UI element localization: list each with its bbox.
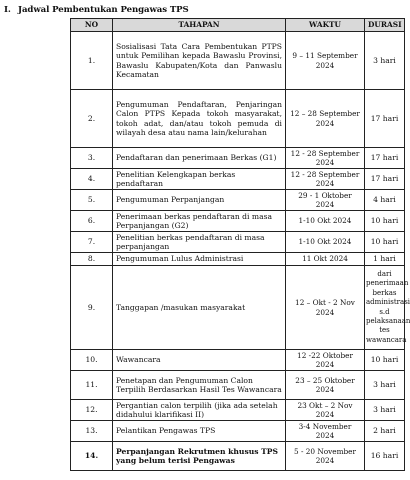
section-title: Jadwal Pembentukan Pengawas TPS — [18, 5, 189, 15]
row-durasi: 1 hari — [365, 253, 405, 266]
row-waktu: 12 – 28 September 2024 — [286, 90, 365, 148]
table-row — [71, 190, 405, 211]
table-row — [71, 169, 405, 190]
table-row — [71, 148, 405, 169]
row-tahapan: Pendaftaran dan penerimaan Berkas (G1) — [113, 148, 286, 169]
row-tahapan: Tanggapan /masukan masyarakat — [113, 266, 286, 350]
row-tahapan: Pergantian calon terpilih (jika ada setelah didahului klarifikasi II) — [113, 400, 286, 421]
row-durasi: 3 hari — [365, 371, 405, 400]
table-header-row — [71, 19, 405, 32]
row-no: 7. — [71, 232, 113, 253]
row-waktu: 1-10 Okt 2024 — [286, 211, 365, 232]
section-number: I. — [4, 5, 11, 15]
row-tahapan: Penelitian Kelengkapan berkas pendaftaran — [113, 169, 286, 190]
row-durasi: 2 hari — [365, 421, 405, 442]
header-no: NO — [71, 19, 113, 32]
row-waktu: 12 - 28 September 2024 — [286, 148, 365, 169]
row-tahapan: Penelitian berkas pendaftaran di masa perpanjangan — [113, 232, 286, 253]
table-row — [71, 253, 405, 266]
row-no: 13. — [71, 421, 113, 442]
row-durasi: 17 hari — [365, 148, 405, 169]
row-tahapan: Sosialisasi Tata Cara Pembentukan PTPS untuk Pemilihan kepada Bawaslu Provinsi, Bawaslu Kabupaten/Kota dan Panwaslu Kecamatan — [113, 32, 286, 90]
row-no: 3. — [71, 148, 113, 169]
row-tahapan: Penetapan dan Pengumuman Calon Terpilih Berdasarkan Hasil Tes Wawancara — [113, 371, 286, 400]
row-no: 8. — [71, 253, 113, 266]
row-durasi: 17 hari — [365, 169, 405, 190]
row-no: 9. — [71, 266, 113, 350]
row-waktu: 12 - 28 September 2024 — [286, 169, 365, 190]
row-waktu: 5 - 20 November 2024 — [286, 442, 365, 471]
row-no: 1. — [71, 32, 113, 90]
row-durasi: 4 hari — [365, 190, 405, 211]
header-durasi: DURASI — [365, 19, 405, 32]
row-tahapan: Penerimaan berkas pendaftaran di masa Perpanjangan (G2) — [113, 211, 286, 232]
row-no: 5. — [71, 190, 113, 211]
row-tahapan: Pengumuman Perpanjangan — [113, 190, 286, 211]
row-durasi: dari penerimaan berkas administrasi s.d pelaksanaan tes wawancara — [365, 266, 405, 350]
header-waktu: WAKTU — [286, 19, 365, 32]
table-row — [71, 371, 405, 400]
row-waktu: 23 – 25 Oktober 2024 — [286, 371, 365, 400]
row-no: 4. — [71, 169, 113, 190]
row-waktu: 12 – Okt - 2 Nov 2024 — [286, 266, 365, 350]
table-row — [71, 350, 405, 371]
schedule-table — [70, 18, 410, 471]
table-row — [71, 400, 405, 421]
row-no: 11. — [71, 371, 113, 400]
row-durasi: 16 hari — [365, 442, 405, 471]
row-no: 2. — [71, 90, 113, 148]
table-row — [71, 232, 405, 253]
row-no: 12. — [71, 400, 113, 421]
row-waktu: 11 Okt 2024 — [286, 253, 365, 266]
row-waktu: 1-10 Okt 2024 — [286, 232, 365, 253]
row-no: 10. — [71, 350, 113, 371]
row-tahapan: Wawancara — [113, 350, 286, 371]
row-durasi: 3 hari — [365, 400, 405, 421]
row-no: 14. — [71, 442, 113, 471]
row-waktu: 12 -22 Oktober 2024 — [286, 350, 365, 371]
row-tahapan: Pengumuman Pendaftaran, Penjaringan Calon PTPS Kepada tokoh masyarakat, tokoh adat, dan/atau tokoh pemuda di wilayah desa atau nama lain/kelurahan — [113, 90, 286, 148]
row-tahapan: Perpanjangan Rekrutmen khusus TPS yang belum terisi Pengawas — [113, 442, 286, 471]
row-waktu: 29 - 1 Oktober 2024 — [286, 190, 365, 211]
table-row — [71, 211, 405, 232]
row-durasi: 10 hari — [365, 350, 405, 371]
table-row — [71, 421, 405, 442]
row-durasi: 3 hari — [365, 32, 405, 90]
section-heading — [4, 5, 189, 15]
row-durasi: 10 hari — [365, 232, 405, 253]
table-row — [71, 442, 405, 471]
row-no: 6. — [71, 211, 113, 232]
row-waktu: 9 – 11 September 2024 — [286, 32, 365, 90]
row-tahapan: Pengumuman Lulus Administrasi — [113, 253, 286, 266]
table-row — [71, 32, 405, 90]
row-waktu: 3-4 November 2024 — [286, 421, 365, 442]
row-tahapan: Pelantikan Pengawas TPS — [113, 421, 286, 442]
table-row — [71, 266, 405, 350]
row-durasi: 17 hari — [365, 90, 405, 148]
header-tahapan: TAHAPAN — [113, 19, 286, 32]
table-row — [71, 90, 405, 148]
row-durasi: 10 hari — [365, 211, 405, 232]
row-waktu: 23 Okt – 2 Nov 2024 — [286, 400, 365, 421]
